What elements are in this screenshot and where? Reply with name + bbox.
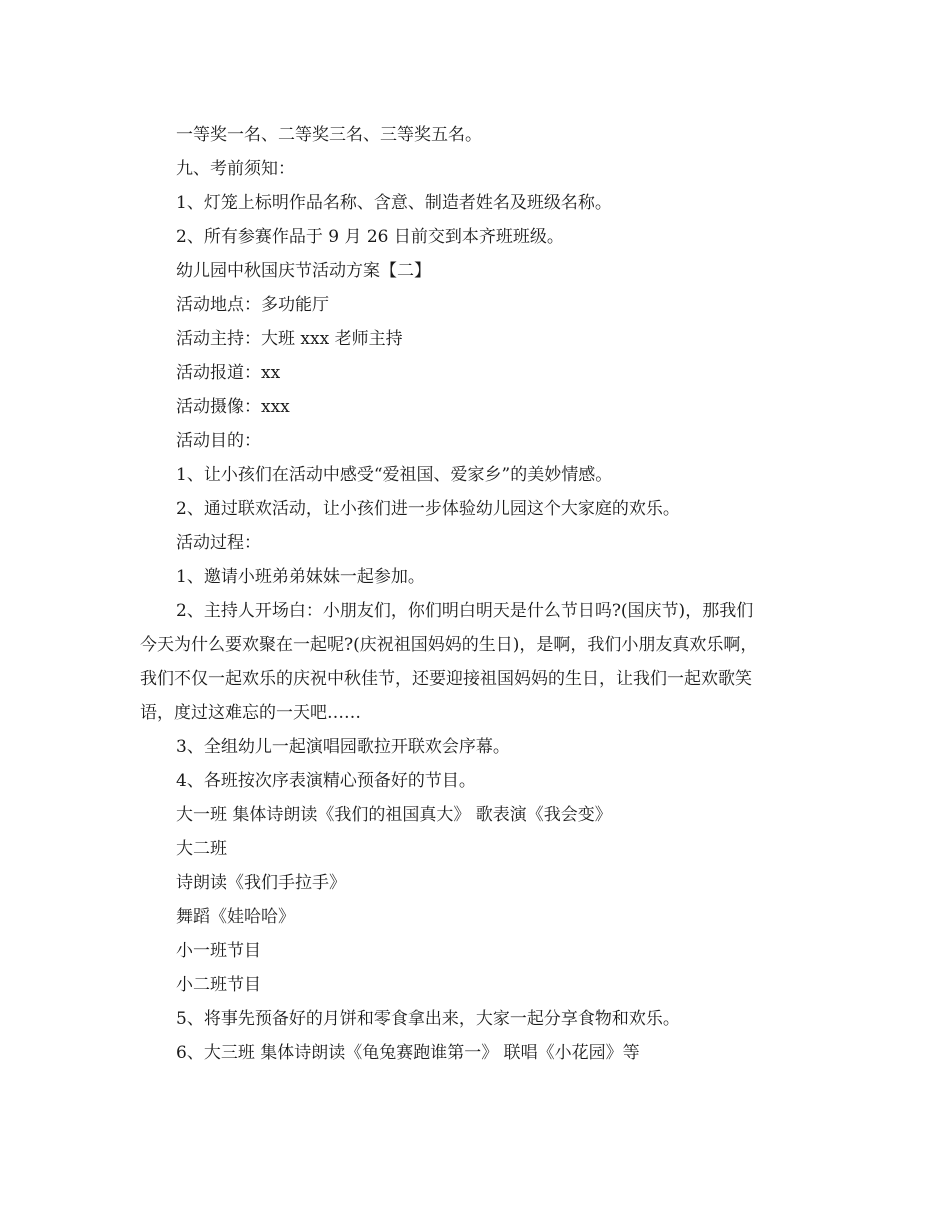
section-heading: 活动过程： <box>176 533 261 553</box>
document-subtitle: 幼儿园中秋国庆节活动方案【二】 <box>176 261 431 281</box>
section-heading: 九、考前须知： <box>176 159 295 179</box>
section-heading: 活动目的： <box>176 431 261 451</box>
activity-host: 活动主持：大班 xxx 老师主持 <box>176 329 403 349</box>
program-item: 大一班 集体诗朗读《我们的祖国真大》 歌表演《我会变》 <box>176 805 612 825</box>
paragraph: 1、邀请小班弟弟妹妹一起参加。 <box>176 567 425 587</box>
paragraph: 1、灯笼上标明作品名称、含意、制造者姓名及班级名称。 <box>176 193 612 213</box>
program-item: 6、大三班 集体诗朗读《龟兔赛跑谁第一》 联唱《小花园》等 <box>176 1043 640 1063</box>
paragraph: 3、全组幼儿一起演唱园歌拉开联欢会序幕。 <box>176 737 510 757</box>
activity-photography: 活动摄像：xxx <box>176 397 290 417</box>
paragraph: 5、将事先预备好的月饼和零食拿出来，大家一起分享食物和欢乐。 <box>176 1009 680 1029</box>
program-item: 大二班 <box>176 839 227 859</box>
program-item: 舞蹈《娃哈哈》 <box>176 907 295 927</box>
paragraph-continuation: 我们不仅一起欢乐的庆祝中秋佳节，还要迎接祖国妈妈的生日，让我们一起欢歌笑 <box>140 669 752 689</box>
paragraph-continuation: 今天为什么要欢聚在一起呢?(庆祝祖国妈妈的生日)，是啊，我们小朋友真欢乐啊， <box>140 635 758 655</box>
paragraph: 4、各班按次序表演精心预备好的节目。 <box>176 771 476 791</box>
paragraph-continuation: 语，度过这难忘的一天吧…… <box>140 703 361 723</box>
program-item: 小二班节目 <box>176 975 261 995</box>
activity-report: 活动报道：xx <box>176 363 281 383</box>
document-body <box>140 118 820 1070</box>
program-item: 诗朗读《我们手拉手》 <box>176 873 346 893</box>
paragraph: 2、所有参赛作品于 9 月 26 日前交到本齐班班级。 <box>176 227 564 247</box>
award-line: 一等奖一名、二等奖三名、三等奖五名。 <box>176 125 482 145</box>
activity-location: 活动地点：多功能厅 <box>176 295 329 315</box>
paragraph: 1、让小孩们在活动中感受“爱祖国、爱家乡”的美妙情感。 <box>176 465 613 485</box>
paragraph: 2、通过联欢活动，让小孩们进一步体验幼儿园这个大家庭的欢乐。 <box>176 499 680 519</box>
program-item: 小一班节目 <box>176 941 261 961</box>
paragraph: 2、主持人开场白：小朋友们，你们明白明天是什么节日吗?(国庆节)，那我们 <box>176 601 754 621</box>
